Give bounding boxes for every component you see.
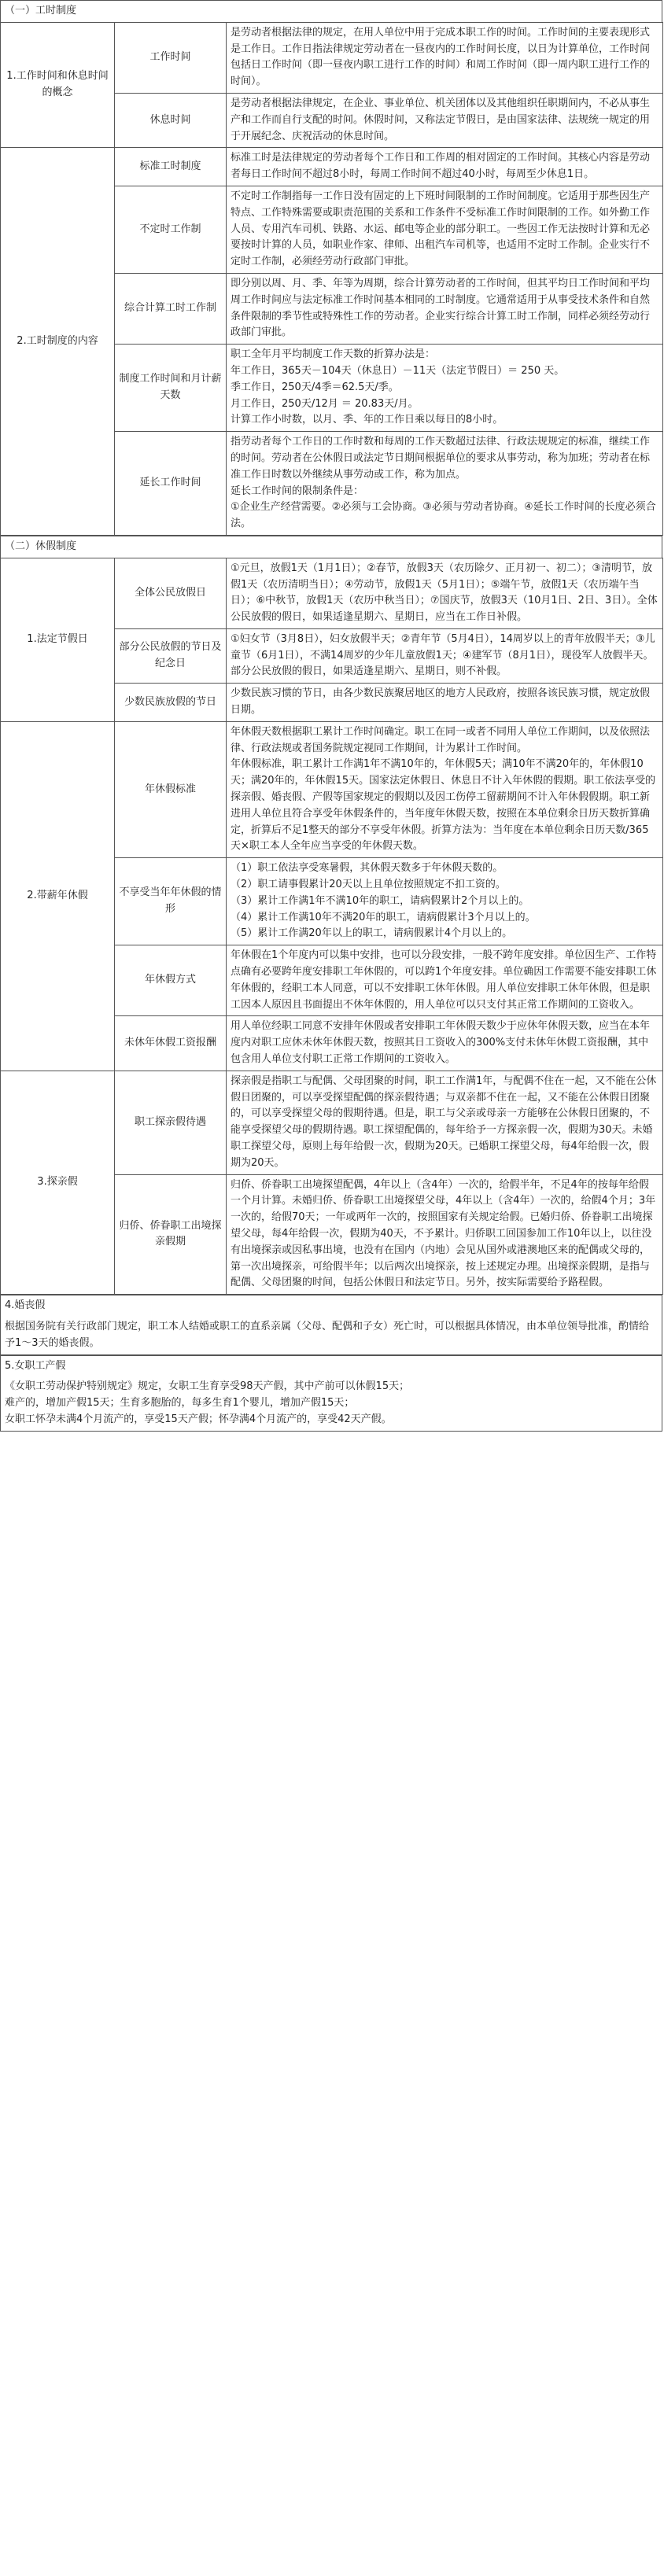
section-title: （一）工时制度 (0, 0, 662, 22)
section-title: （二）休假制度 (0, 536, 662, 558)
row-label: 制度工作时间和月计薪天数 (115, 345, 227, 432)
row-content: 职工全年月平均制度工作天数的折算办法是： 年工作日，365天－104天（休息日）－11天（法定节假日）＝ 250 天。 季工作日，250天/4季＝62.5天/季。 月工作日，250天/12月 ＝ 20.83天/月。 计算工作小时数，以月、季、年的工作日乘以每日的8小时。 (227, 345, 663, 432)
row-label: 标准工时制度 (115, 148, 227, 186)
row-label: 不享受当年年休假的情形 (115, 858, 227, 945)
row-label: 休息时间 (115, 93, 227, 147)
row-label: 归侨、侨眷职工出境探亲假期 (115, 1174, 227, 1295)
note-content: 根据国务院有关行政部门规定，职工本人结婚或职工的直系亲属（父母、配偶和子女）死亡时，可以根据具体情况，由本单位领导批准，酌情给予1～3天的婚丧假。 (0, 1317, 662, 1355)
row-label: 年休假方式 (115, 945, 227, 1016)
section-table (0, 558, 663, 1295)
note-content: 《女职工劳动保护特别规定》规定，女职工生育享受98天产假，其中产前可以休假15天； 难产的，增加产假15天；生育多胞胎的，每多生育1个婴儿，增加产假15天； 女职工怀孕未满4个月流产的，享受15天产假；怀孕满4个月流产的，享受42天产假。 (0, 1376, 662, 1431)
row-content: 是劳动者根据法律规定，在企业、事业单位、机关团体以及其他组织任职期间内，不必从事生产和工作而自行支配的时间。休假时间，又称法定节假日，是由国家法律、法规统一规定的用于开展纪念、庆祝活动的休息时间。 (227, 93, 663, 147)
table-row (1, 721, 663, 857)
table-row (1, 148, 663, 186)
group-label: 1.工作时间和休息时间的概念 (1, 22, 115, 148)
row-content: 年休假在1个年度内可以集中安排，也可以分段安排，一般不跨年度安排。单位因生产、工作特点确有必要跨年度安排职工年休假的，可以跨1个年度安排。单位确因工作需要不能安排职工休年休假的，经职工本人同意，可以不安排职工休年休假。用人单位安排职工休年休假，但是职工因本人原因且书面提出不休年休假的，用人单位可以只支付其正常工作期间的工资收入。 (227, 945, 663, 1016)
note-title: 5.女职工产假 (0, 1355, 662, 1377)
row-label: 职工探亲假待遇 (115, 1071, 227, 1174)
row-content: 标准工时是法律规定的劳动者每个工作日和工作周的相对固定的工作时间。其核心内容是劳动者每日工作时间不超过8小时，每周工作时间不超过40小时，每周至少休息1日。 (227, 148, 663, 186)
group-label: 2.工时制度的内容 (1, 148, 115, 536)
row-label: 不定时工作制 (115, 186, 227, 273)
row-label: 未休年休假工资报酬 (115, 1016, 227, 1071)
table-row (1, 22, 663, 93)
row-content: （1）职工依法享受寒暑假，其休假天数多于年休假天数的。 （2）职工请事假累计20天以上且单位按照规定不扣工资的。 （3）累计工作满1年不满10年的职工，请病假累计2个月以上的。 （4）累计工作满10年不满20年的职工，请病假累计3个月以上的。 （5）累计工作满20年以上的职工，请病假累计4个月以上的。 (227, 858, 663, 945)
group-label: 2.带薪年休假 (1, 721, 115, 1071)
table-row (1, 1071, 663, 1174)
row-content: 探亲假是指职工与配偶、父母团聚的时间，职工工作满1年，与配偶不住在一起，又不能在公休假日团聚的，可以享受探望配偶的探亲假待遇；与双亲都不住在一起，又不能在公休假日团聚的，可以享受探望父母的假期待遇。但是，职工与父亲或母亲一方能够在公休假日团聚的，不能享受探望父母的假期待遇。职工探望配偶的，每年给予一方探亲假一次，假期为30天。未婚职工探望父母，原则上每年给假一次，假期为20天。已婚职工探望父母，每4年给假一次，假期为20天。 (227, 1071, 663, 1174)
row-label: 工作时间 (115, 22, 227, 93)
row-label: 年休假标准 (115, 721, 227, 857)
row-content: 指劳动者每个工作日的工作时数和每周的工作天数超过法律、行政法规规定的标准，继续工作的时间。劳动者在公休假日或法定节日期间根据单位的要求从事劳动，称为加班；劳动者在标准工作日时数以外继续从事劳动或工作，称为加点。 延长工作时间的限制条件是： ①企业生产经营需要。②必须与工会协商。③必须与劳动者协商。④延长工作时间的长度必须合法。 (227, 432, 663, 536)
group-label: 1.法定节假日 (1, 558, 115, 721)
group-label: 3.探亲假 (1, 1071, 115, 1294)
row-label: 综合计算工时工作制 (115, 273, 227, 344)
note-title: 4.婚丧假 (0, 1295, 662, 1317)
row-label: 延长工作时间 (115, 432, 227, 536)
row-label: 全体公民放假日 (115, 558, 227, 628)
row-content: ①妇女节（3月8日），妇女放假半天；②青年节（5月4日），14周岁以上的青年放假半天；③儿童节（6月1日），不满14周岁的少年儿童放假1天；④建军节（8月1日），现役军人放假半天。部分公民放假的假日，如果适逢星期六、星期日，则不补假。 (227, 628, 663, 683)
row-label: 少数民族放假的节日 (115, 684, 227, 722)
row-content: 即分别以周、月、季、年等为周期，综合计算劳动者的工作时间，但其平均日工作时间和平均周工作时间应与法定标准工作时间基本相同的工时制度。它通常适用于从事受技术条件和自然条件限制的季节性或特殊性工作的劳动者。企业实行综合计算工时工作制，同样必须经劳动行政部门审批。 (227, 273, 663, 344)
row-content: 不定时工作制指每一工作日没有固定的上下班时间限制的工作时间制度。它适用于那些因生产特点、工作特殊需要或职责范围的关系和工作条件不受标准工作时间限制的工作。如外勤工作人员、专用汽车司机、铁路、水运、邮电等企业的部分职工。一些因工作无法按时计算和无必要按时计算的人员，如职业作家、律师、出租汽车司机等，也适用不定时工作制。企业实行不定时工作制，必须经劳动行政部门审批。 (227, 186, 663, 273)
row-content: 年休假天数根据职工累计工作时间确定。职工在同一或者不同用人单位工作期间，以及依照法律、行政法规或者国务院规定视同工作期间，计为累计工作时间。 年休假标准，职工累计工作满1年不满10年的，年休假5天；满10年不满20年的，年休假10天；满20年的，年休假15天。国家法定休假日、休息日不计入年休假的假期。职工依法享受的探亲假、婚丧假、产假等国家规定的假期以及因工伤停工留薪期间不计入年休假假期。职工新进用人单位且符合享受年休假条件的，当年度年休假天数，按照在本单位剩余日历天数折算确定，折算后不足1整天的部分不享受年休假。折算方法为：当年度在本单位剩余日历天数/365天×职工本人全年应当享受的年休假天数。 (227, 721, 663, 857)
section-table (0, 22, 663, 536)
row-content: 用人单位经职工同意不安排年休假或者安排职工年休假天数少于应休年休假天数，应当在本年度内对职工应休未休年休假天数，按照其日工资收入的300%支付未休年休假工资报酬，其中包含用人单位支付职工正常工作期间的工资收入。 (227, 1016, 663, 1071)
row-content: 少数民族习惯的节日，由各少数民族聚居地区的地方人民政府，按照各该民族习惯，规定放假日期。 (227, 684, 663, 722)
row-content: 是劳动者根据法律的规定，在用人单位中用于完成本职工作的时间。工作时间的主要表现形式是工作日。工作日指法律规定劳动者在一昼夜内的工作时间长度，以日为计算单位，工作时间包括日工作时间（即一昼夜内职工进行工作的时间）和周工作时间（即一周内职工进行工作的时间）。 (227, 22, 663, 93)
row-content: 归侨、侨眷职工出境探望配偶，4年以上（含4年）一次的，给假半年，不足4年的按每年给假一个月计算。未婚归侨、侨眷职工出境探望父母，4年以上（含4年）一次的，给假4个月；3年一次的，给假70天；一年或两年一次的，按照国家有关规定给假。已婚归侨、侨眷职工出境探望父母，每4年给假一次，假期为40天，不予累计。归侨职工回国参加工作10年以上，以往没有出境探亲或因私事出境，也没有在国内（内地）会见从国外或港澳地区来的配偶或父母的，第一次出境探亲，可给假半年；以后两次出境探亲，按上述规定办理。出境探亲假期，是指与配偶、父母团聚的时间，包括公休假日和法定节日。另外，按实际需要给予路程假。 (227, 1174, 663, 1295)
row-label: 部分公民放假的节日及纪念日 (115, 628, 227, 683)
row-content: ①元旦，放假1天（1月1日）；②春节，放假3天（农历除夕、正月初一、初二）；③清明节，放假1天（农历清明当日）；④劳动节，放假1天（5月1日）；⑤端午节，放假1天（农历端午当日）；⑥中秋节，放假1天（农历中秋当日）；⑦国庆节，放假3天（10月1日、2日、3日）。全体公民放假的假日，如果适逢星期六、星期日，应当在工作日补假。 (227, 558, 663, 628)
table-row (1, 558, 663, 628)
